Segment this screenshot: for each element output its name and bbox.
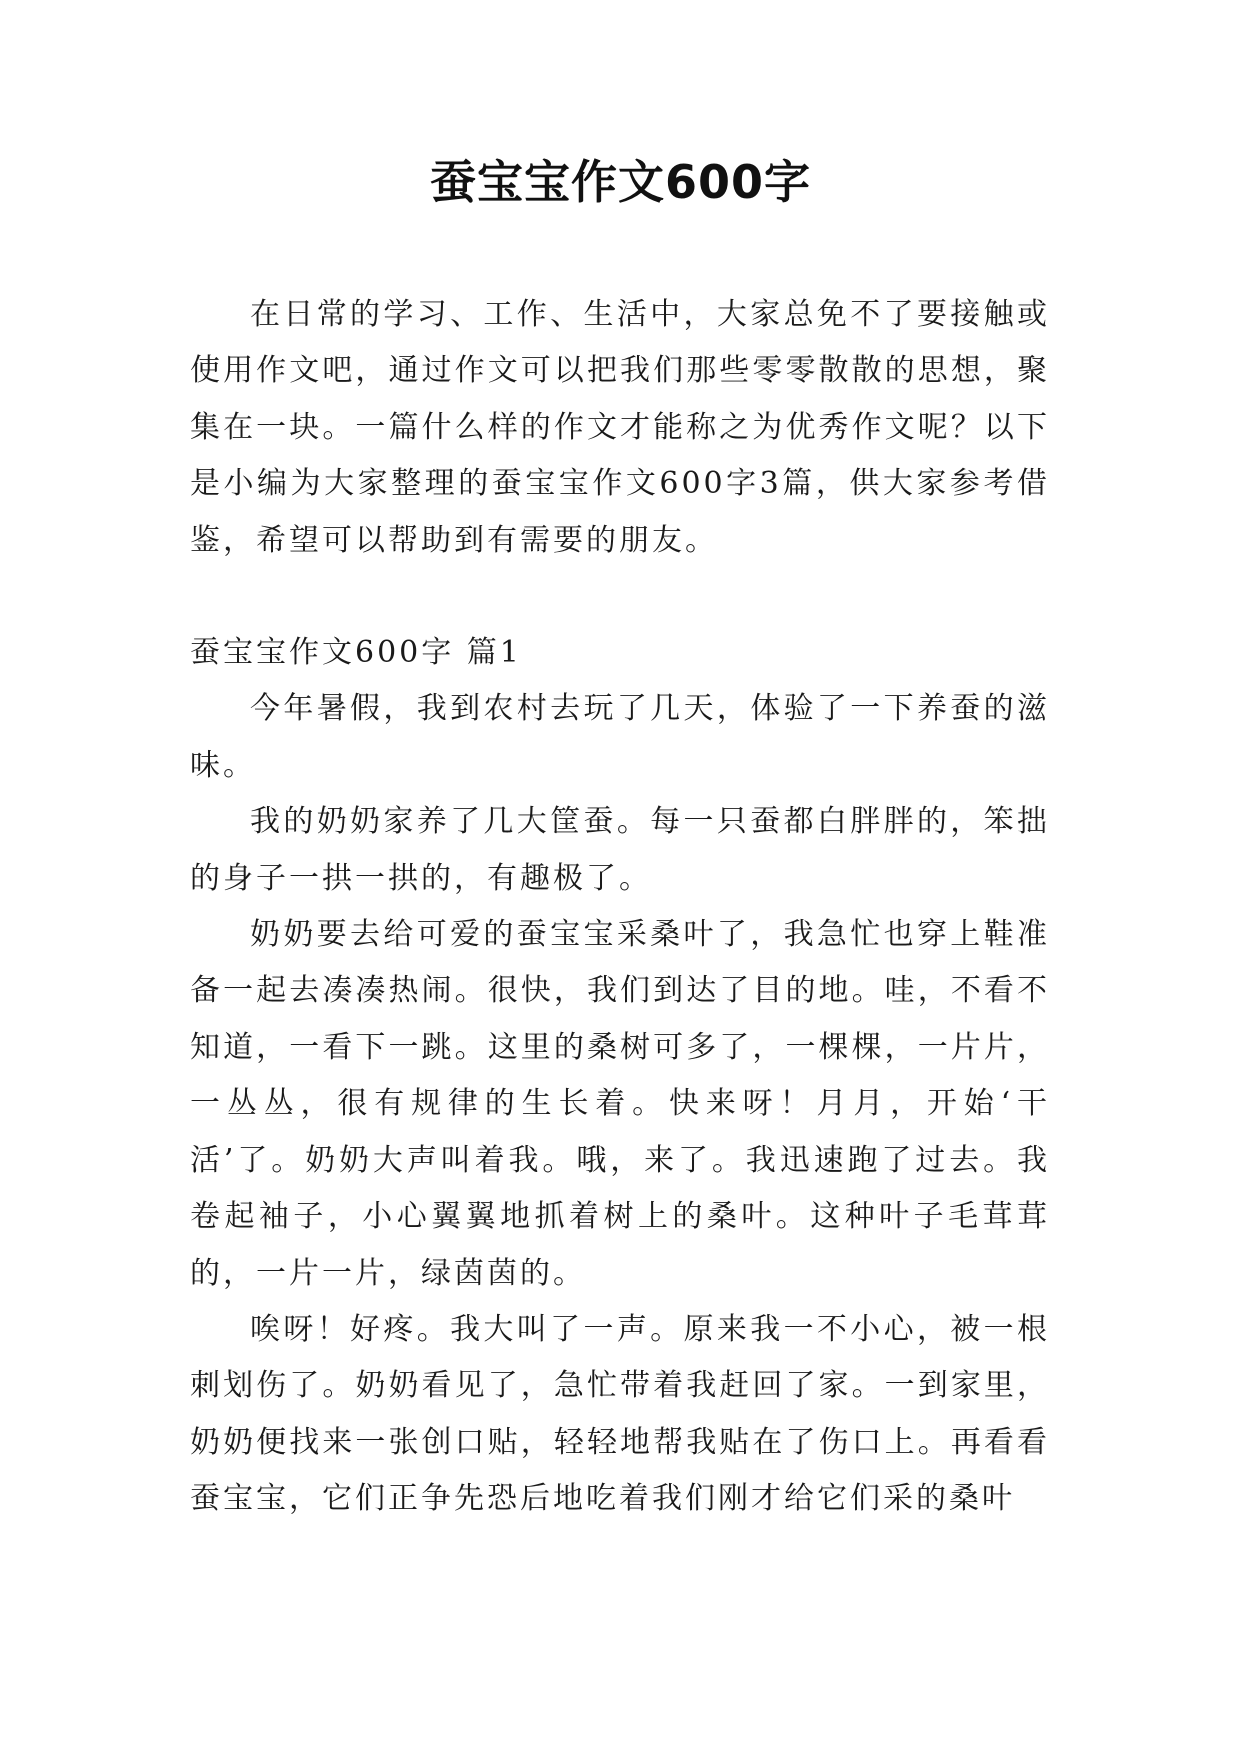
section-heading: 蚕宝宝作文600字 篇1 (190, 635, 522, 671)
intro-paragraph: 在日常的学习、工作、生活中，大家总免不了要接触或使用作文吧，通过作文可以把我们那些零零散散的思想，聚集在一块。一篇什么样的作文才能称之为优秀作文呢？以下是小编为大家整理的蚕宝宝作文600字3篇，供大家参考借鉴，希望可以帮助到有需要的朋友。 (190, 297, 1050, 558)
body-paragraph-1: 今年暑假，我到农村去玩了几天，体验了一下养蚕的滋味。 (190, 691, 1050, 783)
body-paragraph-4: 唉呀！好疼。我大叫了一声。原来我一不小心，被一根刺划伤了。奶奶看见了，急忙带着我赶回了家。一到家里，奶奶便找来一张创口贴，轻轻地帮我贴在了伤口上。再看看蚕宝宝，它们正争先恐后地吃着我们刚才给它们采的桑叶 (190, 1311, 1050, 1517)
section-gap (190, 569, 1050, 625)
document-title: 蚕宝宝作文600字 (429, 155, 812, 209)
body-paragraph-3: 奶奶要去给可爱的蚕宝宝采桑叶了，我急忙也穿上鞋准备一起去凑凑热闹。很快，我们到达了目的地。哇，不看不知道，一看下一跳。这里的桑树可多了，一棵棵，一片片，一丛丛，很有规律的生长着。快来呀！月月，开始‘干活’了。奶奶大声叫着我。哦，来了。我迅速跑了过去。我卷起袖子，小心翼翼地抓着树上的桑叶。这种叶子毛茸茸的，一片一片，绿茵茵的。 (190, 917, 1050, 1291)
document-body (190, 287, 1050, 1528)
body-paragraph-2: 我的奶奶家养了几大筐蚕。每一只蚕都白胖胖的，笨拙的身子一拱一拱的，有趣极了。 (190, 804, 1050, 896)
